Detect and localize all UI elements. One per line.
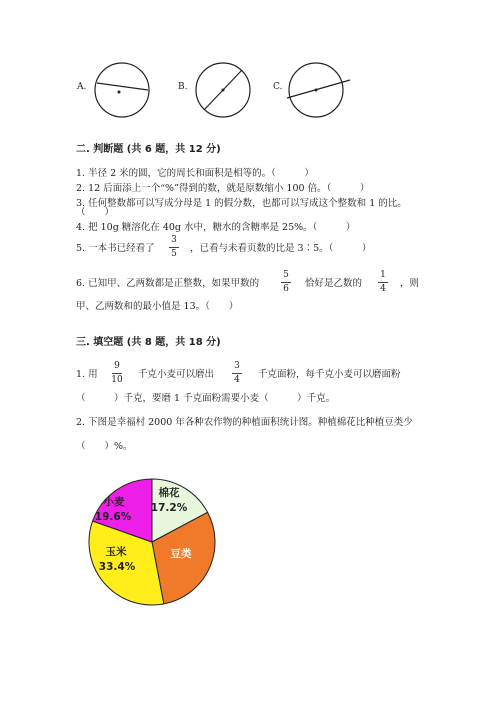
- fraction: [230, 361, 244, 386]
- fraction-denominator: 4: [380, 284, 386, 294]
- option-a-label: A.: [77, 82, 87, 92]
- fraction-bar: [378, 282, 388, 283]
- fraction-numerator: 1: [380, 270, 386, 280]
- slice-label-corn: 玉米: [105, 546, 127, 558]
- fill-question-2: 2. 下图是幸福村 2000 年各种农作物的种植面积统计图。种植棉花比种植豆类少: [76, 417, 413, 428]
- fraction: [279, 270, 293, 295]
- slice-value-cotton: 17.2%: [150, 502, 188, 514]
- judge-question-6-end: ，则: [400, 278, 420, 289]
- judge-question-6: 6. 已知甲、乙两数都是正整数，如果甲数的: [76, 278, 260, 289]
- fraction-numerator: 3: [171, 235, 177, 245]
- circle-c-figure: [284, 60, 352, 120]
- fill-question-1-line2: （ ）千克，要磨 1 千克面粉需要小麦（ ）千克。: [76, 393, 336, 404]
- judge-question-5-rest: ，已看与未看页数的比是 3∶5。（ ）: [190, 243, 372, 254]
- slice-value-wheat: 19.6%: [94, 511, 132, 523]
- slice-label-cotton: 棉花: [158, 487, 180, 499]
- fraction-numerator: 3: [234, 361, 240, 371]
- fill-question-1-mid: 千克小麦可以磨出: [138, 369, 215, 380]
- fraction-bar: [169, 247, 179, 248]
- fraction-bar: [232, 373, 242, 374]
- circle-a-figure: [92, 60, 152, 120]
- judge-question-4: 4. 把 10g 糖溶化在 40g 水中，糖水的含糖率是 25%。（ ）: [76, 222, 356, 233]
- fill-question-1: 1. 用: [76, 369, 98, 380]
- option-b-label: B.: [178, 82, 188, 92]
- fraction-denominator: 5: [171, 249, 177, 259]
- crop-area-pie-chart: [85, 475, 220, 610]
- slice-label-wheat: 小麦: [103, 496, 125, 508]
- fraction-denominator: 6: [283, 284, 289, 294]
- judge-question-3: 3. 任何整数都可以写成分母是 1 的假分数，也都可以写成这个整数和 1 的比。: [76, 198, 407, 209]
- section3-title: 三. 填空题 (共 8 题，共 18 分): [76, 337, 221, 348]
- fraction: [376, 270, 390, 295]
- fraction-bar: [112, 373, 122, 374]
- fraction: [110, 361, 124, 386]
- judge-question-3-blank: （ ）: [76, 207, 115, 218]
- fraction-denominator: 4: [234, 375, 240, 385]
- judge-question-2: 2. 12 后面添上一个“%”得到的数，就是原数缩小 100 倍。（ ）: [76, 183, 370, 194]
- judge-question-1: 1. 半径 2 米的圆，它的周长和面积是相等的。（ ）: [76, 168, 314, 179]
- fraction-denominator: 10: [111, 375, 123, 385]
- slice-value-corn: 33.4%: [98, 561, 136, 573]
- circle-b-figure: [193, 60, 253, 120]
- judge-question-6-line2: 甲、乙两数和的最小值是 13。（ ）: [76, 301, 239, 312]
- fill-question-1-end: 千克面粉，每千克小麦可以磨面粉: [258, 369, 401, 380]
- judge-question-5: 5. 一本书已经看了: [76, 243, 155, 254]
- fraction-numerator: 9: [114, 361, 120, 371]
- option-c-label: C.: [273, 82, 283, 92]
- slice-label-beans: 豆类: [170, 548, 192, 560]
- fill-question-2-line2: （ ）%。: [76, 441, 133, 452]
- fraction: [167, 235, 181, 260]
- fraction-numerator: 5: [283, 270, 289, 280]
- section2-title: 二. 判断题 (共 6 题，共 12 分): [76, 144, 221, 155]
- fraction-bar: [281, 282, 291, 283]
- judge-question-6-mid: 恰好是乙数的: [305, 278, 363, 289]
